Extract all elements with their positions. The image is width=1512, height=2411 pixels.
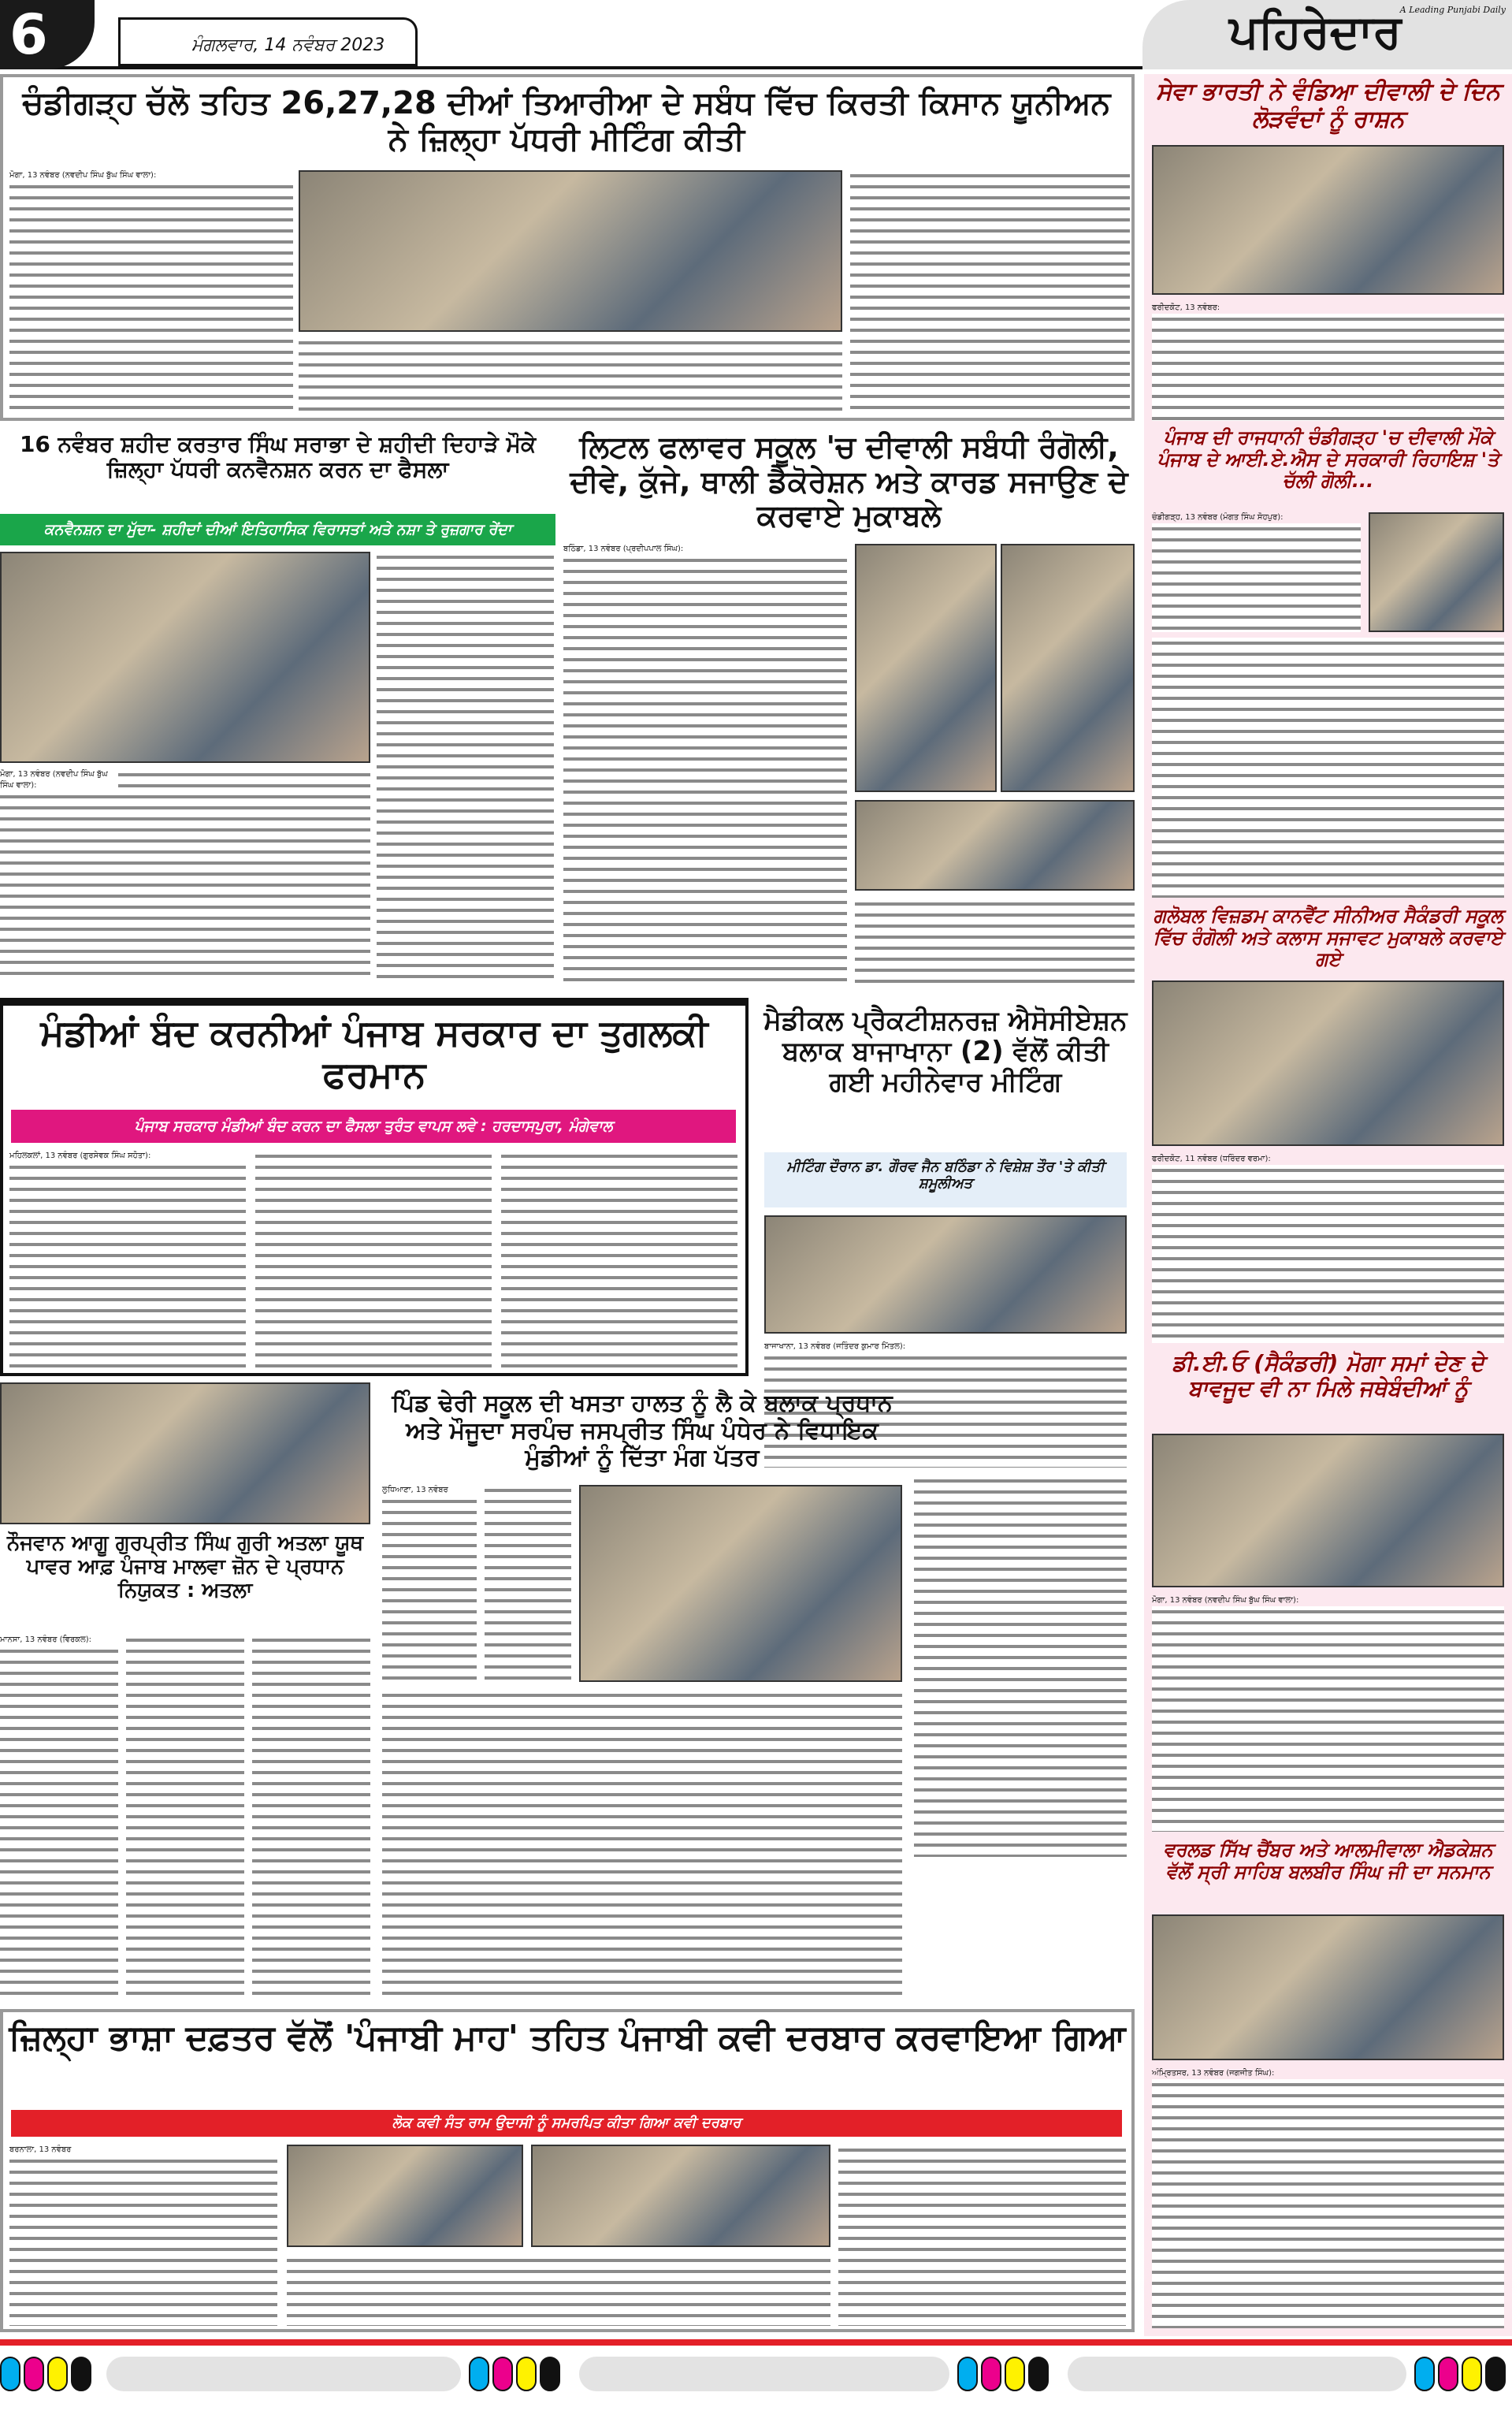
article-text [1152, 512, 1361, 632]
article-text [1152, 2068, 1504, 2328]
article-text [377, 552, 554, 982]
story-mandis [0, 998, 749, 1376]
photo-poets [287, 2145, 523, 2247]
footer-bar [1068, 2357, 1406, 2391]
article-text [299, 337, 842, 416]
dateline: ਮਹਿਲਕਲਾਂ, 13 ਨਵੰਬਰ (ਗੁਰਸੇਵਕ ਸਿੰਘ ਸਹੋਤਾ): [9, 1151, 246, 1162]
registration-marks [0, 2357, 102, 2396]
dateline: ਮੋਗਾ, 13 ਨਵੰਬਰ (ਨਵਦੀਪ ਸਿੰਘ ਬੁੱਘ ਸਿੰਘ ਵਾਲਾ): [9, 170, 293, 181]
subheadline: ਕਨਵੈਨਸ਼ਨ ਦਾ ਮੁੱਦਾ- ਸ਼ਹੀਦਾਂ ਦੀਆਂ ਇਤਿਹਾਸਿਕ ਵਿਰਾਸਤਾਂ ਅਤੇ ਨਸ਼ਾ ਤੇ ਰੁਜ਼ਗਾਰ ਰੇਂਦਾ [0, 514, 555, 545]
page-number: 6 [0, 0, 95, 69]
headline-ias-shooting: ਪੰਜਾਬ ਦੀ ਰਾਜਧਾਨੀ ਚੰਡੀਗੜ੍ਹ 'ਚ ਦੀਵਾਲੀ ਮੌਕੇ ਪੰਜਾਬ ਦੇ ਆਈ.ਏ.ਐਸ ਦੇ ਸਰਕਾਰੀ ਰਿਹਾਇਸ਼ 'ਤੇ ਚੱਲੀ ਗੋਲੀ... [1157, 426, 1499, 493]
article-text [382, 1485, 477, 1682]
article-text [9, 2145, 277, 2326]
article-text [126, 1635, 244, 1997]
headline-sewa-bharti: ਸੇਵਾ ਭਾਰਤੀ ਨੇ ਵੰਡਿਆ ਦੀਵਾਲੀ ਦੇ ਦਿਨ ਲੋੜਵੰਦਾਂ ਨੂੰ ਰਾਸ਼ਨ [1156, 78, 1500, 133]
footer-bar [579, 2357, 949, 2391]
footer-bar [106, 2357, 461, 2391]
article-text [501, 1151, 737, 1368]
article-text [485, 1485, 571, 1682]
headline: ਨੌਜਵਾਨ ਆਗੂ ਗੁਰਪ੍ਰੀਤ ਸਿੰਘ ਗੁਰੀ ਅਤਲਾ ਯੂਥ ਪਾਵਰ ਆਫ਼ ਪੰਜਾਬ ਮਾਲਵਾ ਜ਼ੋਨ ਦੇ ਪ੍ਰਧਾਨ ਨਿਯੁਕਤ : ਅਤਲਾ [6, 1531, 364, 1602]
dateline: ਲੁਧਿਆਣਾ, 13 ਨਵੰਬਰ [382, 1485, 477, 1496]
paper-tagline: A Leading Punjabi Daily [1399, 5, 1506, 15]
dateline: ਮੋਗਾ, 13 ਨਵੰਬਰ (ਨਵਦੀਪ ਸਿੰਘ ਬੁੱਘ ਸਿੰਘ ਵਾਲਾ): [1152, 1595, 1504, 1606]
subheadline: ਪੰਜਾਬ ਸਰਕਾਰ ਮੰਡੀਆਂ ਬੰਦ ਕਰਨ ਦਾ ਫੈਸਲਾ ਤੁਰੰਤ ਵਾਪਸ ਲਵੇ : ਹਰਦਾਸਪੁਰਾ, ਮੰਗੇਵਾਲ [11, 1110, 736, 1143]
article-text [850, 170, 1130, 416]
headline: ਮੰਡੀਆਂ ਬੰਦ ਕਰਨੀਆਂ ਪੰਜਾਬ ਸਰਕਾਰ ਦਾ ਤੁਗਲਕੀ ਫਰਮਾਨ [40, 1011, 708, 1096]
story-sarabha-convention [0, 426, 555, 993]
headline-world-sikh-chamber: ਵਰਲਡ ਸਿੱਖ ਚੈਂਬਰ ਅਤੇ ਆਲਮੀਵਾਲਾ ਐਡਕੇਸ਼ਨ ਵੱਲੋਂ ਸ੍ਰੀ ਸਾਹਿਬ ਬਲਬੀਰ ਸਿੰਘ ਜੀ ਦਾ ਸਨਮਾਨ [1163, 1839, 1493, 1883]
article-text [855, 899, 1135, 985]
story-little-flower-school [563, 426, 1135, 993]
dateline: ਬਠਿੰਡਾ, 13 ਨਵੰਬਰ (ਪ੍ਰਦੀਪਪਾਲ ਸਿੰਘ): [563, 544, 847, 555]
photo-poets [531, 2145, 830, 2247]
headline: ਮੈਡੀਕਲ ਪ੍ਰੈਕਟੀਸ਼ਨਰਜ਼ ਐਸੋਸੀਏਸ਼ਨ ਬਲਾਕ ਬਾਜਾਖਾਨਾ (2) ਵੱਲੋਂ ਕੀਤੀ ਗਈ ਮਹੀਨੇਵਾਰ ਮੀਟਿੰਗ [763, 1005, 1127, 1099]
photo-students [1001, 544, 1135, 792]
headline: ਚੰਡੀਗੜ੍ਹ ਚੱਲੋ ਤਹਿਤ 26,27,28 ਦੀਆਂ ਤਿਆਰੀਆ ਦੇ ਸਬੰਧ ਵਿੱਚ ਕਿਰਤੀ ਕਿਸਾਨ ਯੂਨੀਅਨ ਨੇ ਜ਼ਿਲ੍ਹਾ ਪੱਧਰੀ ਮੀਟਿੰਗ ਕੀਤੀ [22, 85, 1111, 158]
issue-date: ਮੰਗਲਵਾਰ, 14 ਨਵੰਬਰ 2023 [118, 17, 418, 66]
article-text [255, 1151, 492, 1368]
paper-name: ਪਹਿਰੇਦਾਰ [1229, 5, 1402, 58]
photo-memorandum [579, 1485, 902, 1682]
subheadline: ਲੋਕ ਕਵੀ ਸੰਤ ਰਾਮ ਉਦਾਸੀ ਨੂੰ ਸਮਰਪਿਤ ਕੀਤਾ ਗਿਆ ਕਵੀ ਦਰਬਾਰ [11, 2110, 1122, 2137]
main-content [0, 74, 1136, 2336]
article-text [1152, 1154, 1504, 1343]
article-text [252, 1635, 370, 1997]
headline: ਜ਼ਿਲ੍ਹਾ ਭਾਸ਼ਾ ਦਫ਼ਤਰ ਵੱਲੋਂ 'ਪੰਜਾਬੀ ਮਾਹ' ਤਹਿਤ ਪੰਜਾਬੀ ਕਵੀ ਦਰਬਾਰ ਕਰਵਾਇਆ ਗਿਆ [9, 2018, 1126, 2058]
article-text [1152, 303, 1504, 421]
photo-rangoli [855, 800, 1135, 891]
dateline: ਚੰਡੀਗੜ੍ਹ, 13 ਨਵੰਬਰ (ਮੰਗਤ ਸਿੰਘ ਸੋਹਪੁਰ): [1152, 512, 1361, 523]
article-text [9, 1151, 246, 1368]
article-text [838, 2145, 1126, 2326]
registration-marks [469, 2357, 571, 2396]
dateline: ਫਰੀਦਕੋਟ, 11 ਨਵੰਬਰ (ਧਰਿੰਦਰ ਵਰਮਾ): [1152, 1154, 1504, 1165]
registration-marks [1414, 2357, 1512, 2396]
photo-ration-distribution [1152, 145, 1504, 295]
photo-appointment [0, 1382, 370, 1524]
dateline: ਮੋਗਾ, 13 ਨਵੰਬਰ (ਨਵਦੀਪ ਸਿੰਘ ਬੁੱਘ ਸਿੰਘ ਵਾਲਾ): [0, 769, 118, 791]
dateline: ਮਾਨਸਾ, 13 ਨਵੰਬਰ (ਵਿਰਕਲ): [0, 1635, 118, 1646]
article-text [382, 1690, 902, 1997]
photo-students [855, 544, 997, 792]
photo-meeting [764, 1215, 1127, 1334]
headline-global-wisdom: ਗਲੋਬਲ ਵਿਜ਼ਡਮ ਕਾਨਵੈਂਟ ਸੀਨੀਅਰ ਸੈਕੰਡਰੀ ਸਕੂਲ ਵਿੱਚ ਰੰਗੋਲੀ ਅਤੇ ਕਲਾਸ ਸਜਾਵਟ ਮੁਕਾਬਲੇ ਕਰਵਾਏ ਗਏ [1153, 905, 1503, 971]
newspaper-logo [1142, 0, 1512, 69]
story-kavi-darbar [0, 2009, 1135, 2332]
article-text [914, 1475, 1127, 1857]
photo-union-protest [1152, 1434, 1504, 1587]
subheadline: ਮੀਟਿੰਗ ਦੌਰਾਨ ਡਾ. ਗੌਰਵ ਜੈਨ ਬਠਿੰਡਾ ਨੇ ਵਿਸ਼ੇਸ਼ ਤੌਰ 'ਤੇ ਕੀਤੀ ਸ਼ਮੂਲੀਅਤ [764, 1152, 1127, 1207]
article-text [287, 2255, 830, 2326]
story-dheri-school [382, 1382, 893, 2005]
article-text [1152, 1595, 1504, 1832]
story-youth-leader [0, 1382, 370, 2005]
photo-honour [1152, 1914, 1504, 2060]
photo-students-rangoli [1152, 980, 1504, 1146]
article-text [0, 1635, 118, 1997]
headline: 16 ਨਵੰਬਰ ਸ਼ਹੀਦ ਕਰਤਾਰ ਸਿੰਘ ਸਰਾਭਾ ਦੇ ਸ਼ਹੀਦੀ ਦਿਹਾੜੇ ਮੌਕੇ ਜ਼ਿਲ੍ਹਾ ਪੱਧਰੀ ਕਨਵੈਨਸ਼ਨ ਕਰਨ ਦਾ ਫੈਸਲਾ [19, 431, 537, 483]
photo-group [0, 552, 370, 763]
dateline: ਫਰੀਦਕੋਟ, 13 ਨਵੰਬਰ: [1152, 303, 1504, 314]
headline-deo-moga: ਡੀ.ਈ.ਓ (ਸੈਕੰਡਰੀ) ਮੋਗਾ ਸਮਾਂ ਦੇਣ ਦੇ ਬਾਵਜੂਦ ਵੀ ਨਾ ਮਿਲੇ ਜਥੇਬੰਦੀਆਂ ਨੂੰ [1172, 1350, 1484, 1402]
dateline: ਬਰਨਾਲਾ, 13 ਨਵੰਬਰ [9, 2145, 277, 2156]
footer-red-strip [0, 2339, 1512, 2346]
photo-meeting [299, 170, 842, 332]
registration-marks [957, 2357, 1060, 2396]
dateline: ਅੰਮ੍ਰਿਤਸਰ, 13 ਨਵੰਬਰ (ਜਗਜੀਤ ਸਿੰਘ): [1152, 2068, 1504, 2079]
article-text [9, 170, 293, 416]
masthead [0, 0, 1512, 69]
sidebar [1144, 74, 1512, 2336]
story-kisan-meeting [0, 74, 1135, 421]
headline: ਪਿੰਡ ਢੇਰੀ ਸਕੂਲ ਦੀ ਖਸਤਾ ਹਾਲਤ ਨੂੰ ਲੈ ਕੇ ਬਲਾਕ ਪ੍ਰਧਾਨ ਅਤੇ ਮੌਜੂਦਾ ਸਰਪੰਚ ਜਸਪ੍ਰੀਤ ਸਿੰਘ ਪੰਧੇਰ ਨੇ ਵਿਧਾਇਕ ਮੁੰਡੀਆਂ ਨੂੰ ਦਿੱਤਾ ਮੰਗ ਪੱਤਰ [392, 1390, 893, 1472]
photo-official [1369, 512, 1504, 632]
dateline: ਬਾਜਾਖਾਨਾ, 13 ਨਵੰਬਰ (ਜਤਿੰਦਰ ਕੁਮਾਰ ਮਿੱਤਲ): [764, 1341, 1127, 1352]
headline: ਲਿਟਲ ਫਲਾਵਰ ਸਕੂਲ 'ਚ ਦੀਵਾਲੀ ਸਬੰਧੀ ਰੰਗੋਲੀ, ਦੀਵੇ, ਕੁੱਜੇ, ਥਾਲੀ ਡੈਕੋਰੇਸ਼ਨ ਅਤੇ ਕਾਰਡ ਸਜਾਉਣ ਦੇ ਕਰਵਾਏ ਮੁਕਾਬਲੇ [570, 430, 1128, 534]
article-text [0, 769, 370, 982]
article-text [563, 544, 847, 985]
article-text [1152, 638, 1504, 898]
